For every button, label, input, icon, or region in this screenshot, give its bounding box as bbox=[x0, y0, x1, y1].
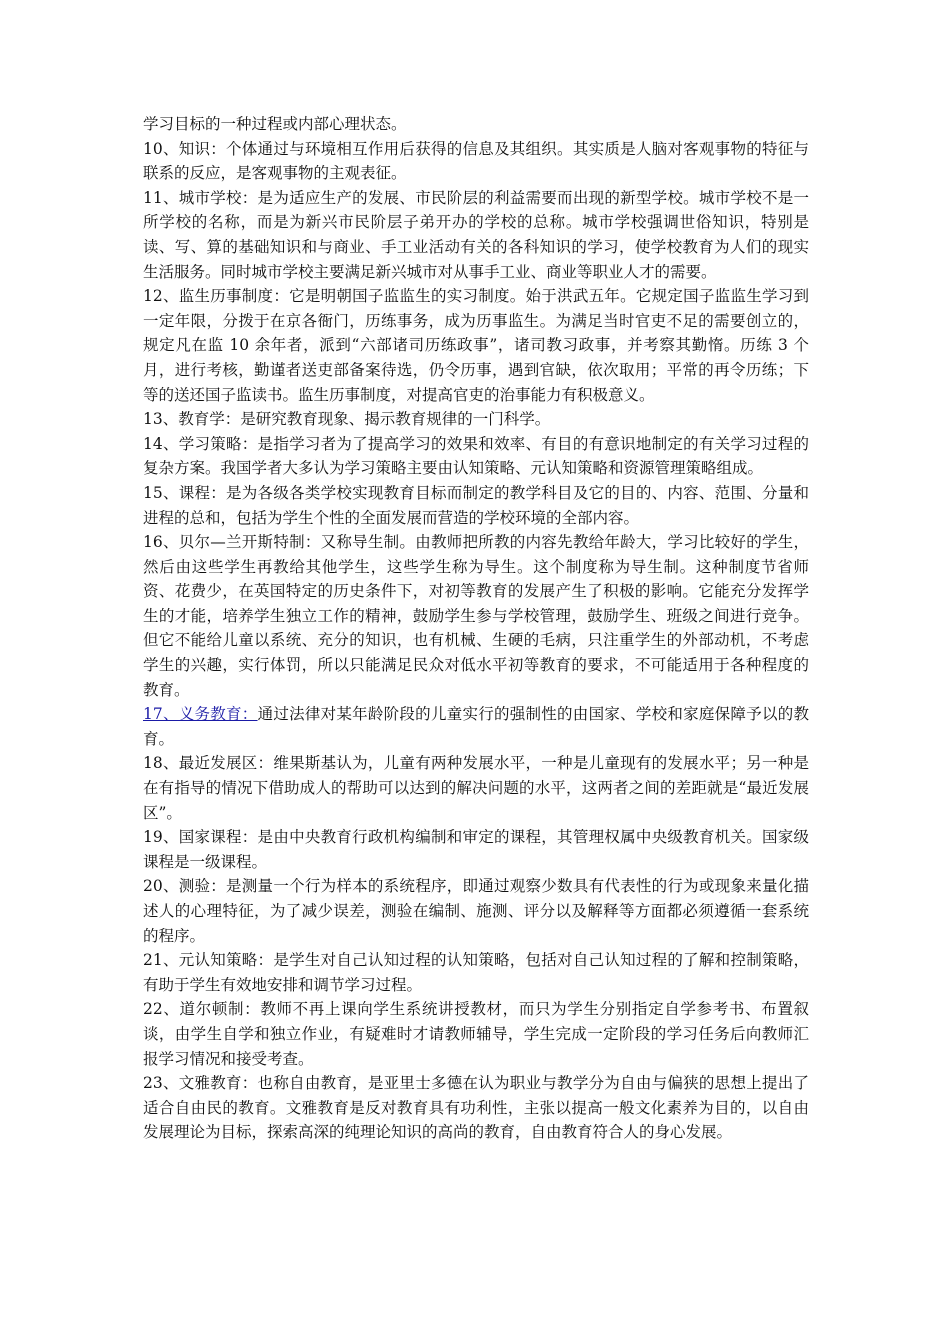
paragraph-17-text: 通过法律对某年龄阶段的儿童实行的强制性的由国家、学校和家庭保障予以的教育。 bbox=[143, 705, 809, 748]
paragraph-11-city-school: 11、城市学校：是为适应生产的发展、市民阶层的利益需要而出现的新型学校。城市学校不是一所学校的名称，而是为新兴市民阶层子弟开办的学校的总称。城市学校强调世俗知识，特别是读、写、算的基础知识和与商业、手工业活动有关的各科知识的学习，使学校教育为人们的现实生活服务。同时城市学校主要满足新兴城市对从事手工业、商业等职业人才的需要。 bbox=[143, 188, 809, 281]
paragraph-16-bell-lancaster: 16、贝尔—兰开斯特制：又称导生制。由教师把所教的内容先教给年龄大，学习比较好的学生，然后由这些学生再教给其他学生，这些学生称为导生。这个制度称为导生制。这种制度节省师资、花费少，在英国特定的历史条件下，对初等教育的发展产生了积极的影响。它能充分发挥学生的才能，培养学生独立工作的精神，鼓励学生参与学校管理，鼓励学生、班级之间进行竞争。但它不能给儿童以系统、充分的知识，也有机械、生硬的毛病，只注重学生的外部动机，不考虑学生的兴趣，实行体罚，所以只能满足民众对低水平初等教育的要求，不可能适用于各种程度的教育。 bbox=[143, 533, 809, 699]
term-link-compulsory-education[interactable]: 17、义务教育： bbox=[143, 705, 258, 724]
paragraph-17-compulsory-education bbox=[143, 702, 809, 751]
paragraph-19-national-curriculum: 19、国家课程：是由中央教育行政机构编制和审定的课程，其管理权属中央级教育机关。国家级课程是一级课程。 bbox=[143, 828, 809, 871]
paragraph-23-liberal-education: 23、文雅教育：也称自由教育，是亚里士多德在认为职业与教学分为自由与偏狭的思想上提出了适合自由民的教育。文雅教育是反对教育具有功利性，主张以提高一般文化素养为目的，以自由发展理论为目标，探索高深的纯理论知识的高尚的教育，自由教育符合人的身心发展。 bbox=[143, 1074, 809, 1142]
paragraph-10-knowledge: 10、知识：个体通过与环境相互作用后获得的信息及其组织。其实质是人脑对客观事物的特征与联系的反应，是客观事物的主观表征。 bbox=[143, 139, 809, 183]
paragraph-continuation: 学习目标的一种过程或内部心理状态。 bbox=[143, 115, 407, 133]
paragraph-13-pedagogy: 13、教育学：是研究教育现象、揭示教育规律的一门科学。 bbox=[143, 410, 551, 429]
paragraph-15-curriculum: 15、课程：是为各级各类学校实现教育目标而制定的教学科目及它的目的、内容、范围、分量和进程的总和，包括为学生个性的全面发展而营造的学校环境的全部内容。 bbox=[143, 483, 809, 527]
paragraph-14-learning-strategy: 14、学习策略：是指学习者为了提高学习的效果和效率、有目的有意识地制定的有关学习过程的复杂方案。我国学者大多认为学习策略主要由认知策略、元认知策略和资源管理策略组成。 bbox=[143, 434, 809, 478]
document-body bbox=[143, 112, 809, 1145]
paragraph-22-dalton-plan: 22、道尔顿制：教师不再上课向学生系统讲授教材，而只为学生分别指定自学参考书、布置叙谈，由学生自学和独立作业，有疑难时才请教师辅导，学生完成一定阶段的学习任务后向教师汇报学习情况和接受考查。 bbox=[143, 1000, 809, 1068]
paragraph-12-jiansheng-lishi: 12、监生历事制度：它是明朝国子监监生的实习制度。始于洪武五年。它规定国子监监生学习到一定年限，分拨于在京各衙门，历练事务，成为历事监生。为满足当时官吏不足的需要创立的，规定凡在监 10 余年者，派到“六部诸司历练政事”，诸司教习政事，并考察其勤惰。历练 3 个月，进行考核，勤谨者送吏部备案待选，仍令历事，遇到官缺，依次取用；平常的再令历练；下等的送还国子监读书。监生历事制度，对提高官吏的治事能力有积极意义。 bbox=[143, 287, 809, 404]
paragraph-21-metacognitive-strategy: 21、元认知策略：是学生对自己认知过程的认知策略，包括对自己认知过程的了解和控制策略，有助于学生有效地安排和调节学习过程。 bbox=[143, 951, 809, 994]
paragraph-18-zpd: 18、最近发展区：维果斯基认为，儿童有两种发展水平，一种是儿童现有的发展水平；另一种是在有指导的情况下借助成人的帮助可以达到的解决问题的水平，这两者之间的差距就是“最近发展区”。 bbox=[143, 754, 809, 822]
paragraph-20-test: 20、测验：是测量一个行为样本的系统程序，即通过观察少数具有代表性的行为或现象来量化描述人的心理特征，为了减少误差，测验在编制、施测、评分以及解释等方面都必须遵循一套系统的程序。 bbox=[143, 877, 809, 945]
